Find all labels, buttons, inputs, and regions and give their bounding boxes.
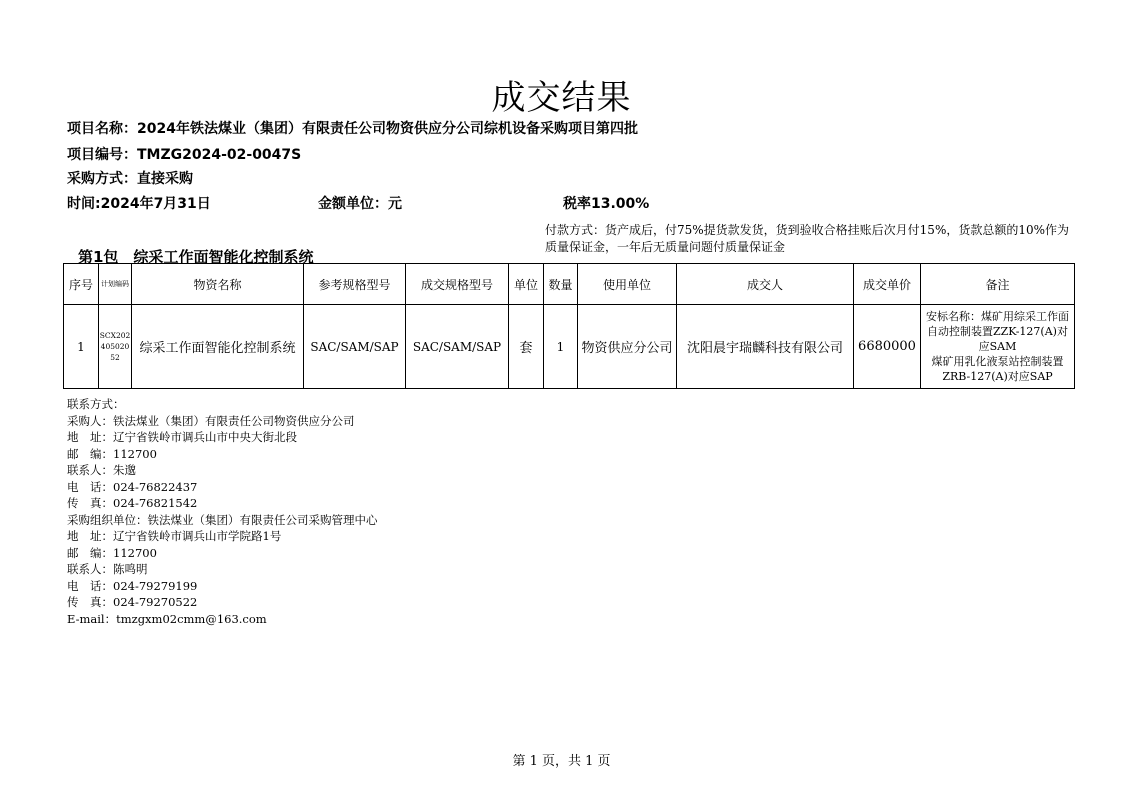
contact-heading: 联系方式：: [67, 397, 125, 411]
col-header-deal-spec: 成交规格型号: [406, 264, 509, 305]
col-header-price: 成交单价: [854, 264, 921, 305]
col-header-remark: 备注: [921, 264, 1075, 305]
contact-line: 联系人：朱邈: [67, 463, 136, 477]
procurement-method: 采购方式：直接采购: [67, 171, 193, 187]
contact-line: 传 真：024-79270522: [67, 595, 198, 609]
cell-qty: 1: [544, 305, 578, 389]
project-name: 项目名称：2024年铁法煤业（集团）有限责任公司物资供应分公司综机设备采购项目第四批: [67, 121, 638, 137]
cell-plan-code: SCX20240502052: [99, 305, 132, 389]
cell-ref-spec: SAC/SAM/SAP: [304, 305, 406, 389]
col-header-qty: 数量: [544, 264, 578, 305]
result-table: [63, 263, 1075, 389]
col-header-user: 使用单位: [578, 264, 677, 305]
cell-name: 综采工作面智能化控制系统: [132, 305, 304, 389]
payment-terms: 付款方式：货产成后，付75%提货款发货，货到验收合格挂账后次月付15%，货款总额的10%作为质量保证金，一年后无质量问题付质量保证金: [545, 223, 1070, 254]
col-header-winner: 成交人: [677, 264, 854, 305]
page-footer: 第 1 页，共 1 页: [512, 754, 611, 769]
col-header-unit: 单位: [509, 264, 544, 305]
table-header-row: [64, 264, 1075, 305]
table-row: [64, 305, 1075, 389]
cell-unit: 套: [509, 305, 544, 389]
contact-line: 采购组织单位：铁法煤业（集团）有限责任公司采购管理中心: [67, 512, 378, 527]
cell-remark: 安标名称：煤矿用综采工作面自动控制装置ZZK-127(A)对应SAM 煤矿用乳化液泵站控制装置ZRB-127(A)对应SAP: [921, 305, 1075, 389]
cell-winner: 沈阳晨宇瑞麟科技有限公司: [677, 305, 854, 389]
currency-unit: 金额单位：元: [318, 196, 402, 212]
contact-line: 联系人：陈鸣明: [67, 562, 148, 576]
date-line: 时间:2024年7月31日: [67, 196, 211, 212]
col-header-name: 物资名称: [132, 264, 304, 305]
contact-line: 电 话：024-79279199: [67, 578, 198, 593]
col-header-plan-code: 计划编码: [99, 264, 132, 305]
cell-deal-spec: SAC/SAM/SAP: [406, 305, 509, 389]
contact-line: 邮 编：112700: [67, 545, 157, 560]
contact-block: [67, 396, 378, 627]
tax-rate: 税率13.00%: [563, 196, 650, 212]
col-header-no: 序号: [64, 264, 99, 305]
page-title: 成交结果: [491, 78, 632, 118]
contact-line: 电 话：024-76822437: [67, 479, 198, 494]
contact-line: 邮 编：112700: [67, 446, 157, 461]
cell-user: 物资供应分公司: [578, 305, 677, 389]
contact-line: 采购人：铁法煤业（集团）有限责任公司物资供应分公司: [67, 413, 355, 428]
cell-no: 1: [64, 305, 99, 389]
project-number: 项目编号：TMZG2024-02-0047S: [67, 147, 302, 163]
contact-email: E-mail：tmzgxm02cmm@163.com: [67, 611, 267, 626]
contact-line: 地 址：辽宁省铁岭市调兵山市中央大街北段: [67, 430, 297, 444]
cell-price: 6680000: [854, 305, 921, 389]
contact-line: 传 真：024-76821542: [67, 496, 198, 510]
col-header-ref-spec: 参考规格型号: [304, 264, 406, 305]
contact-line: 地 址：辽宁省铁岭市调兵山市学院路1号: [67, 529, 282, 543]
package-title: 第1包 综采工作面智能化控制系统: [78, 248, 314, 266]
